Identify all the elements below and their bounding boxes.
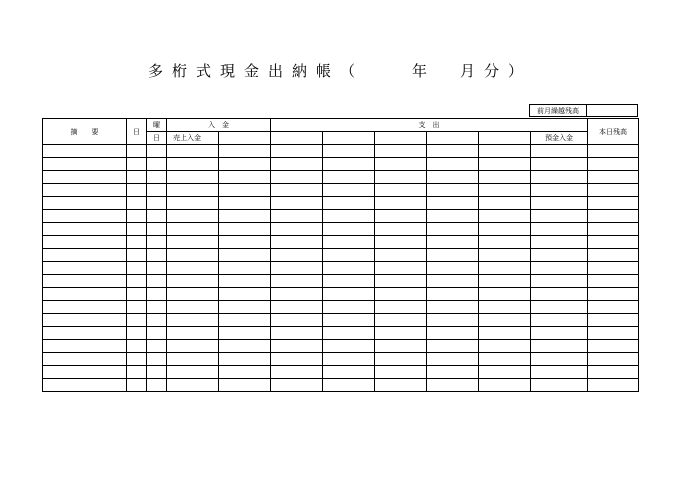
ledger-cell[interactable] xyxy=(147,171,167,184)
ledger-cell[interactable] xyxy=(147,145,167,158)
ledger-cell[interactable] xyxy=(219,379,271,392)
ledger-cell[interactable] xyxy=(427,236,479,249)
ledger-cell[interactable] xyxy=(127,366,147,379)
ledger-cell[interactable] xyxy=(588,327,639,340)
ledger-cell[interactable] xyxy=(427,249,479,262)
ledger-cell[interactable] xyxy=(219,171,271,184)
ledger-cell[interactable] xyxy=(479,171,531,184)
ledger-cell[interactable] xyxy=(167,288,219,301)
ledger-cell[interactable] xyxy=(588,301,639,314)
ledger-cell[interactable] xyxy=(323,184,375,197)
table-row xyxy=(43,197,639,210)
ledger-cell[interactable] xyxy=(147,262,167,275)
ledger-cell[interactable] xyxy=(167,145,219,158)
ledger-cell[interactable] xyxy=(147,301,167,314)
ledger-cell[interactable] xyxy=(43,223,127,236)
ledger-cell[interactable] xyxy=(323,353,375,366)
ledger-cell[interactable] xyxy=(127,184,147,197)
ledger-cell[interactable] xyxy=(127,353,147,366)
ledger-cell[interactable] xyxy=(375,379,427,392)
ledger-cell[interactable] xyxy=(588,210,639,223)
header-blank xyxy=(271,132,323,145)
header-blank xyxy=(375,132,427,145)
ledger-cell[interactable] xyxy=(219,197,271,210)
ledger-cell[interactable] xyxy=(167,210,219,223)
ledger-cell[interactable] xyxy=(427,184,479,197)
ledger-cell[interactable] xyxy=(427,171,479,184)
ledger-cell[interactable] xyxy=(127,262,147,275)
ledger-cell[interactable] xyxy=(588,249,639,262)
ledger-cell[interactable] xyxy=(43,314,127,327)
table-row xyxy=(43,314,639,327)
ledger-cell[interactable] xyxy=(167,275,219,288)
ledger-cell[interactable] xyxy=(271,184,323,197)
ledger-cell[interactable] xyxy=(427,327,479,340)
header-blank xyxy=(479,132,531,145)
ledger-cell[interactable] xyxy=(479,197,531,210)
ledger-cell[interactable] xyxy=(427,288,479,301)
ledger-cell[interactable] xyxy=(147,340,167,353)
ledger-cell[interactable] xyxy=(271,314,323,327)
table-row xyxy=(43,236,639,249)
ledger-cell[interactable] xyxy=(43,366,127,379)
ledger-cell[interactable] xyxy=(43,210,127,223)
ledger-cell[interactable] xyxy=(271,210,323,223)
ledger-cell[interactable] xyxy=(167,249,219,262)
ledger-cell[interactable] xyxy=(43,158,127,171)
ledger-cell[interactable] xyxy=(479,340,531,353)
ledger-cell[interactable] xyxy=(375,145,427,158)
ledger-cell[interactable] xyxy=(147,314,167,327)
ledger-cell[interactable] xyxy=(167,340,219,353)
ledger-cell[interactable] xyxy=(43,145,127,158)
ledger-cell[interactable] xyxy=(127,327,147,340)
ledger-cell[interactable] xyxy=(147,288,167,301)
ledger-cell[interactable] xyxy=(427,223,479,236)
ledger-cell[interactable] xyxy=(43,236,127,249)
ledger-cell[interactable] xyxy=(167,158,219,171)
ledger-cell[interactable] xyxy=(531,288,588,301)
ledger-cell[interactable] xyxy=(375,236,427,249)
ledger-cell[interactable] xyxy=(375,288,427,301)
ledger-cell[interactable] xyxy=(271,236,323,249)
ledger-cell[interactable] xyxy=(147,366,167,379)
ledger-cell[interactable] xyxy=(531,171,588,184)
ledger-cell[interactable] xyxy=(43,275,127,288)
ledger-cell[interactable] xyxy=(147,236,167,249)
ledger-cell[interactable] xyxy=(167,223,219,236)
ledger-cell[interactable] xyxy=(375,340,427,353)
ledger-cell[interactable] xyxy=(375,249,427,262)
table-row xyxy=(43,301,639,314)
table-row xyxy=(43,158,639,171)
table-row xyxy=(43,288,639,301)
ledger-cell[interactable] xyxy=(479,366,531,379)
ledger-cell[interactable] xyxy=(588,262,639,275)
ledger-cell[interactable] xyxy=(147,210,167,223)
ledger-cell[interactable] xyxy=(479,262,531,275)
ledger-cell[interactable] xyxy=(375,366,427,379)
ledger-cell[interactable] xyxy=(167,171,219,184)
ledger-cell[interactable] xyxy=(427,314,479,327)
ledger-cell[interactable] xyxy=(271,171,323,184)
ledger-cell[interactable] xyxy=(375,353,427,366)
ledger-cell[interactable] xyxy=(479,314,531,327)
title-year: 年 xyxy=(411,62,436,80)
carry-over-value[interactable] xyxy=(587,105,638,117)
title-month: 月 xyxy=(460,62,485,80)
ledger-cell[interactable] xyxy=(219,145,271,158)
ledger-cell[interactable] xyxy=(531,314,588,327)
ledger-cell[interactable] xyxy=(271,145,323,158)
ledger-cell[interactable] xyxy=(479,158,531,171)
header-weekday-top: 曜 xyxy=(147,119,167,132)
ledger-cell[interactable] xyxy=(588,171,639,184)
ledger-cell[interactable] xyxy=(588,184,639,197)
ledger-cell[interactable] xyxy=(375,184,427,197)
ledger-cell[interactable] xyxy=(479,223,531,236)
table-row xyxy=(43,249,639,262)
ledger-cell[interactable] xyxy=(479,327,531,340)
ledger-cell[interactable] xyxy=(147,275,167,288)
table-row xyxy=(43,275,639,288)
ledger-cell[interactable] xyxy=(43,171,127,184)
ledger-cell[interactable] xyxy=(427,145,479,158)
ledger-cell[interactable] xyxy=(271,249,323,262)
ledger-cell[interactable] xyxy=(127,236,147,249)
header-blank xyxy=(427,132,479,145)
ledger-cell[interactable] xyxy=(271,288,323,301)
ledger-cell[interactable] xyxy=(43,197,127,210)
ledger-cell[interactable] xyxy=(427,340,479,353)
ledger-cell[interactable] xyxy=(271,158,323,171)
ledger-cell[interactable] xyxy=(323,158,375,171)
ledger-cell[interactable] xyxy=(479,249,531,262)
ledger-cell[interactable] xyxy=(588,236,639,249)
ledger-cell[interactable] xyxy=(147,379,167,392)
ledger-cell[interactable] xyxy=(588,379,639,392)
ledger-cell[interactable] xyxy=(271,197,323,210)
ledger-cell[interactable] xyxy=(127,275,147,288)
ledger-cell[interactable] xyxy=(271,366,323,379)
ledger-cell[interactable] xyxy=(167,262,219,275)
ledger-cell[interactable] xyxy=(219,236,271,249)
ledger-cell[interactable] xyxy=(167,197,219,210)
ledger-cell[interactable] xyxy=(531,158,588,171)
ledger-cell[interactable] xyxy=(588,288,639,301)
ledger-cell[interactable] xyxy=(219,301,271,314)
ledger-cell[interactable] xyxy=(479,379,531,392)
ledger-cell[interactable] xyxy=(127,314,147,327)
ledger-cell[interactable] xyxy=(427,353,479,366)
ledger-cell[interactable] xyxy=(588,275,639,288)
ledger-cell[interactable] xyxy=(167,301,219,314)
ledger-cell[interactable] xyxy=(219,327,271,340)
ledger-cell[interactable] xyxy=(323,288,375,301)
ledger-cell[interactable] xyxy=(323,366,375,379)
ledger-cell[interactable] xyxy=(147,197,167,210)
ledger-cell[interactable] xyxy=(323,327,375,340)
table-row xyxy=(43,223,639,236)
ledger-cell[interactable] xyxy=(531,353,588,366)
ledger-cell[interactable] xyxy=(427,366,479,379)
ledger-cell[interactable] xyxy=(531,184,588,197)
ledger-cell[interactable] xyxy=(375,158,427,171)
ledger-cell[interactable] xyxy=(375,327,427,340)
ledger-cell[interactable] xyxy=(588,145,639,158)
ledger-cell[interactable] xyxy=(479,210,531,223)
ledger-cell[interactable] xyxy=(127,210,147,223)
ledger-cell[interactable] xyxy=(147,223,167,236)
table-row xyxy=(43,327,639,340)
table-row xyxy=(43,340,639,353)
ledger-cell[interactable] xyxy=(219,275,271,288)
title-gap xyxy=(436,62,460,80)
ledger-cell[interactable] xyxy=(323,145,375,158)
ledger-cell[interactable] xyxy=(167,366,219,379)
ledger-cell[interactable] xyxy=(323,210,375,223)
table-row xyxy=(43,379,639,392)
ledger-cell[interactable] xyxy=(375,314,427,327)
header-blank xyxy=(219,132,271,145)
ledger-cell[interactable] xyxy=(271,353,323,366)
ledger-cell[interactable] xyxy=(427,210,479,223)
ledger-cell[interactable] xyxy=(531,249,588,262)
ledger-cell[interactable] xyxy=(375,197,427,210)
ledger-cell[interactable] xyxy=(531,275,588,288)
ledger-cell[interactable] xyxy=(588,197,639,210)
ledger-cell[interactable] xyxy=(127,288,147,301)
ledger-cell[interactable] xyxy=(427,197,479,210)
ledger-cell[interactable] xyxy=(323,236,375,249)
ledger-cell[interactable] xyxy=(588,314,639,327)
ledger-cell[interactable] xyxy=(479,288,531,301)
ledger-cell[interactable] xyxy=(531,145,588,158)
ledger-cell[interactable] xyxy=(147,184,167,197)
ledger-cell[interactable] xyxy=(479,353,531,366)
ledger-cell[interactable] xyxy=(43,262,127,275)
ledger-cell[interactable] xyxy=(43,327,127,340)
ledger-cell[interactable] xyxy=(127,158,147,171)
ledger-cell[interactable] xyxy=(479,236,531,249)
ledger-cell[interactable] xyxy=(531,236,588,249)
ledger-cell[interactable] xyxy=(588,158,639,171)
ledger-cell[interactable] xyxy=(43,379,127,392)
page-title xyxy=(0,60,680,81)
header-summary: 摘 要 xyxy=(43,119,127,145)
ledger-cell[interactable] xyxy=(219,340,271,353)
ledger-cell[interactable] xyxy=(271,327,323,340)
ledger-cell[interactable] xyxy=(127,301,147,314)
header-day: 日 xyxy=(127,119,147,145)
ledger-cell[interactable] xyxy=(531,262,588,275)
ledger-cell[interactable] xyxy=(427,275,479,288)
ledger-cell[interactable] xyxy=(271,301,323,314)
ledger-cell[interactable] xyxy=(588,353,639,366)
ledger-cell[interactable] xyxy=(323,301,375,314)
ledger-cell[interactable] xyxy=(43,301,127,314)
ledger-cell[interactable] xyxy=(167,184,219,197)
ledger-cell[interactable] xyxy=(127,145,147,158)
ledger-cell[interactable] xyxy=(479,301,531,314)
carry-over-box xyxy=(529,104,638,117)
ledger-cell[interactable] xyxy=(127,340,147,353)
ledger-cell[interactable] xyxy=(427,301,479,314)
ledger-cell[interactable] xyxy=(375,223,427,236)
ledger-cell[interactable] xyxy=(323,171,375,184)
ledger-cell[interactable] xyxy=(43,353,127,366)
ledger-cell[interactable] xyxy=(271,262,323,275)
ledger-cell[interactable] xyxy=(271,340,323,353)
ledger-cell[interactable] xyxy=(147,249,167,262)
ledger-cell[interactable] xyxy=(479,275,531,288)
ledger-cell[interactable] xyxy=(427,262,479,275)
ledger-cell[interactable] xyxy=(127,249,147,262)
ledger-cell[interactable] xyxy=(479,184,531,197)
ledger-cell[interactable] xyxy=(588,340,639,353)
ledger-cell[interactable] xyxy=(375,275,427,288)
table-row xyxy=(43,171,639,184)
ledger-cell[interactable] xyxy=(147,353,167,366)
header-blank xyxy=(323,132,375,145)
ledger-cell[interactable] xyxy=(531,210,588,223)
ledger-cell[interactable] xyxy=(588,366,639,379)
table-row xyxy=(43,353,639,366)
ledger-cell[interactable] xyxy=(323,249,375,262)
header-row-top xyxy=(43,119,639,132)
header-disbursements: 支 出 xyxy=(271,119,588,132)
ledger-cell[interactable] xyxy=(531,223,588,236)
ledger-cell[interactable] xyxy=(323,223,375,236)
title-gap xyxy=(364,62,412,80)
ledger-cell[interactable] xyxy=(147,327,167,340)
ledger-cell[interactable] xyxy=(427,379,479,392)
table-row xyxy=(43,262,639,275)
ledger-cell[interactable] xyxy=(219,314,271,327)
ledger-cell[interactable] xyxy=(271,223,323,236)
ledger-cell[interactable] xyxy=(323,340,375,353)
table-row xyxy=(43,366,639,379)
header-sales-receipts: 売上入金 xyxy=(167,132,219,145)
ledger-cell[interactable] xyxy=(479,145,531,158)
ledger-cell[interactable] xyxy=(375,301,427,314)
ledger-cell[interactable] xyxy=(323,379,375,392)
ledger-cell[interactable] xyxy=(167,379,219,392)
header-receipts: 入 金 xyxy=(167,119,271,132)
ledger-cell[interactable] xyxy=(219,158,271,171)
header-balance: 本日残高 xyxy=(588,119,639,145)
ledger-cell[interactable] xyxy=(375,262,427,275)
header-weekday-bottom: 日 xyxy=(147,132,167,145)
ledger-cell[interactable] xyxy=(43,340,127,353)
ledger-cell[interactable] xyxy=(323,262,375,275)
ledger-cell[interactable] xyxy=(127,379,147,392)
ledger-cell[interactable] xyxy=(531,340,588,353)
ledger-cell[interactable] xyxy=(127,223,147,236)
ledger-cell[interactable] xyxy=(375,210,427,223)
ledger-cell[interactable] xyxy=(588,223,639,236)
ledger-cell[interactable] xyxy=(531,197,588,210)
table-row xyxy=(43,210,639,223)
ledger-cell[interactable] xyxy=(531,366,588,379)
table-row xyxy=(43,184,639,197)
header-deposit-entry: 預金入金 xyxy=(531,132,588,145)
title-tail: 分） xyxy=(484,62,533,80)
ledger-cell[interactable] xyxy=(219,184,271,197)
ledger-cell[interactable] xyxy=(219,353,271,366)
ledger-cell[interactable] xyxy=(219,288,271,301)
ledger-cell[interactable] xyxy=(167,327,219,340)
ledger-cell[interactable] xyxy=(219,210,271,223)
ledger-cell[interactable] xyxy=(43,288,127,301)
ledger-cell[interactable] xyxy=(167,236,219,249)
ledger-cell[interactable] xyxy=(167,314,219,327)
ledger-cell[interactable] xyxy=(531,301,588,314)
ledger-cell[interactable] xyxy=(271,379,323,392)
ledger-cell[interactable] xyxy=(219,249,271,262)
ledger-cell[interactable] xyxy=(127,171,147,184)
ledger-cell[interactable] xyxy=(323,197,375,210)
ledger-cell[interactable] xyxy=(323,314,375,327)
title-main: 多桁式現金出納帳（ xyxy=(147,62,364,80)
ledger-cell[interactable] xyxy=(375,171,427,184)
cash-ledger-table xyxy=(42,118,639,392)
ledger-cell[interactable] xyxy=(219,223,271,236)
ledger-cell[interactable] xyxy=(167,353,219,366)
ledger-cell[interactable] xyxy=(271,275,323,288)
ledger-cell[interactable] xyxy=(147,158,167,171)
ledger-cell[interactable] xyxy=(43,184,127,197)
ledger-cell[interactable] xyxy=(531,327,588,340)
carry-over-label: 前月繰越残高 xyxy=(530,105,587,117)
ledger-cell[interactable] xyxy=(427,158,479,171)
ledger-cell[interactable] xyxy=(127,197,147,210)
ledger-cell[interactable] xyxy=(323,275,375,288)
ledger-cell[interactable] xyxy=(531,379,588,392)
ledger-cell[interactable] xyxy=(219,262,271,275)
table-row xyxy=(43,145,639,158)
ledger-cell[interactable] xyxy=(43,249,127,262)
ledger-cell[interactable] xyxy=(219,366,271,379)
